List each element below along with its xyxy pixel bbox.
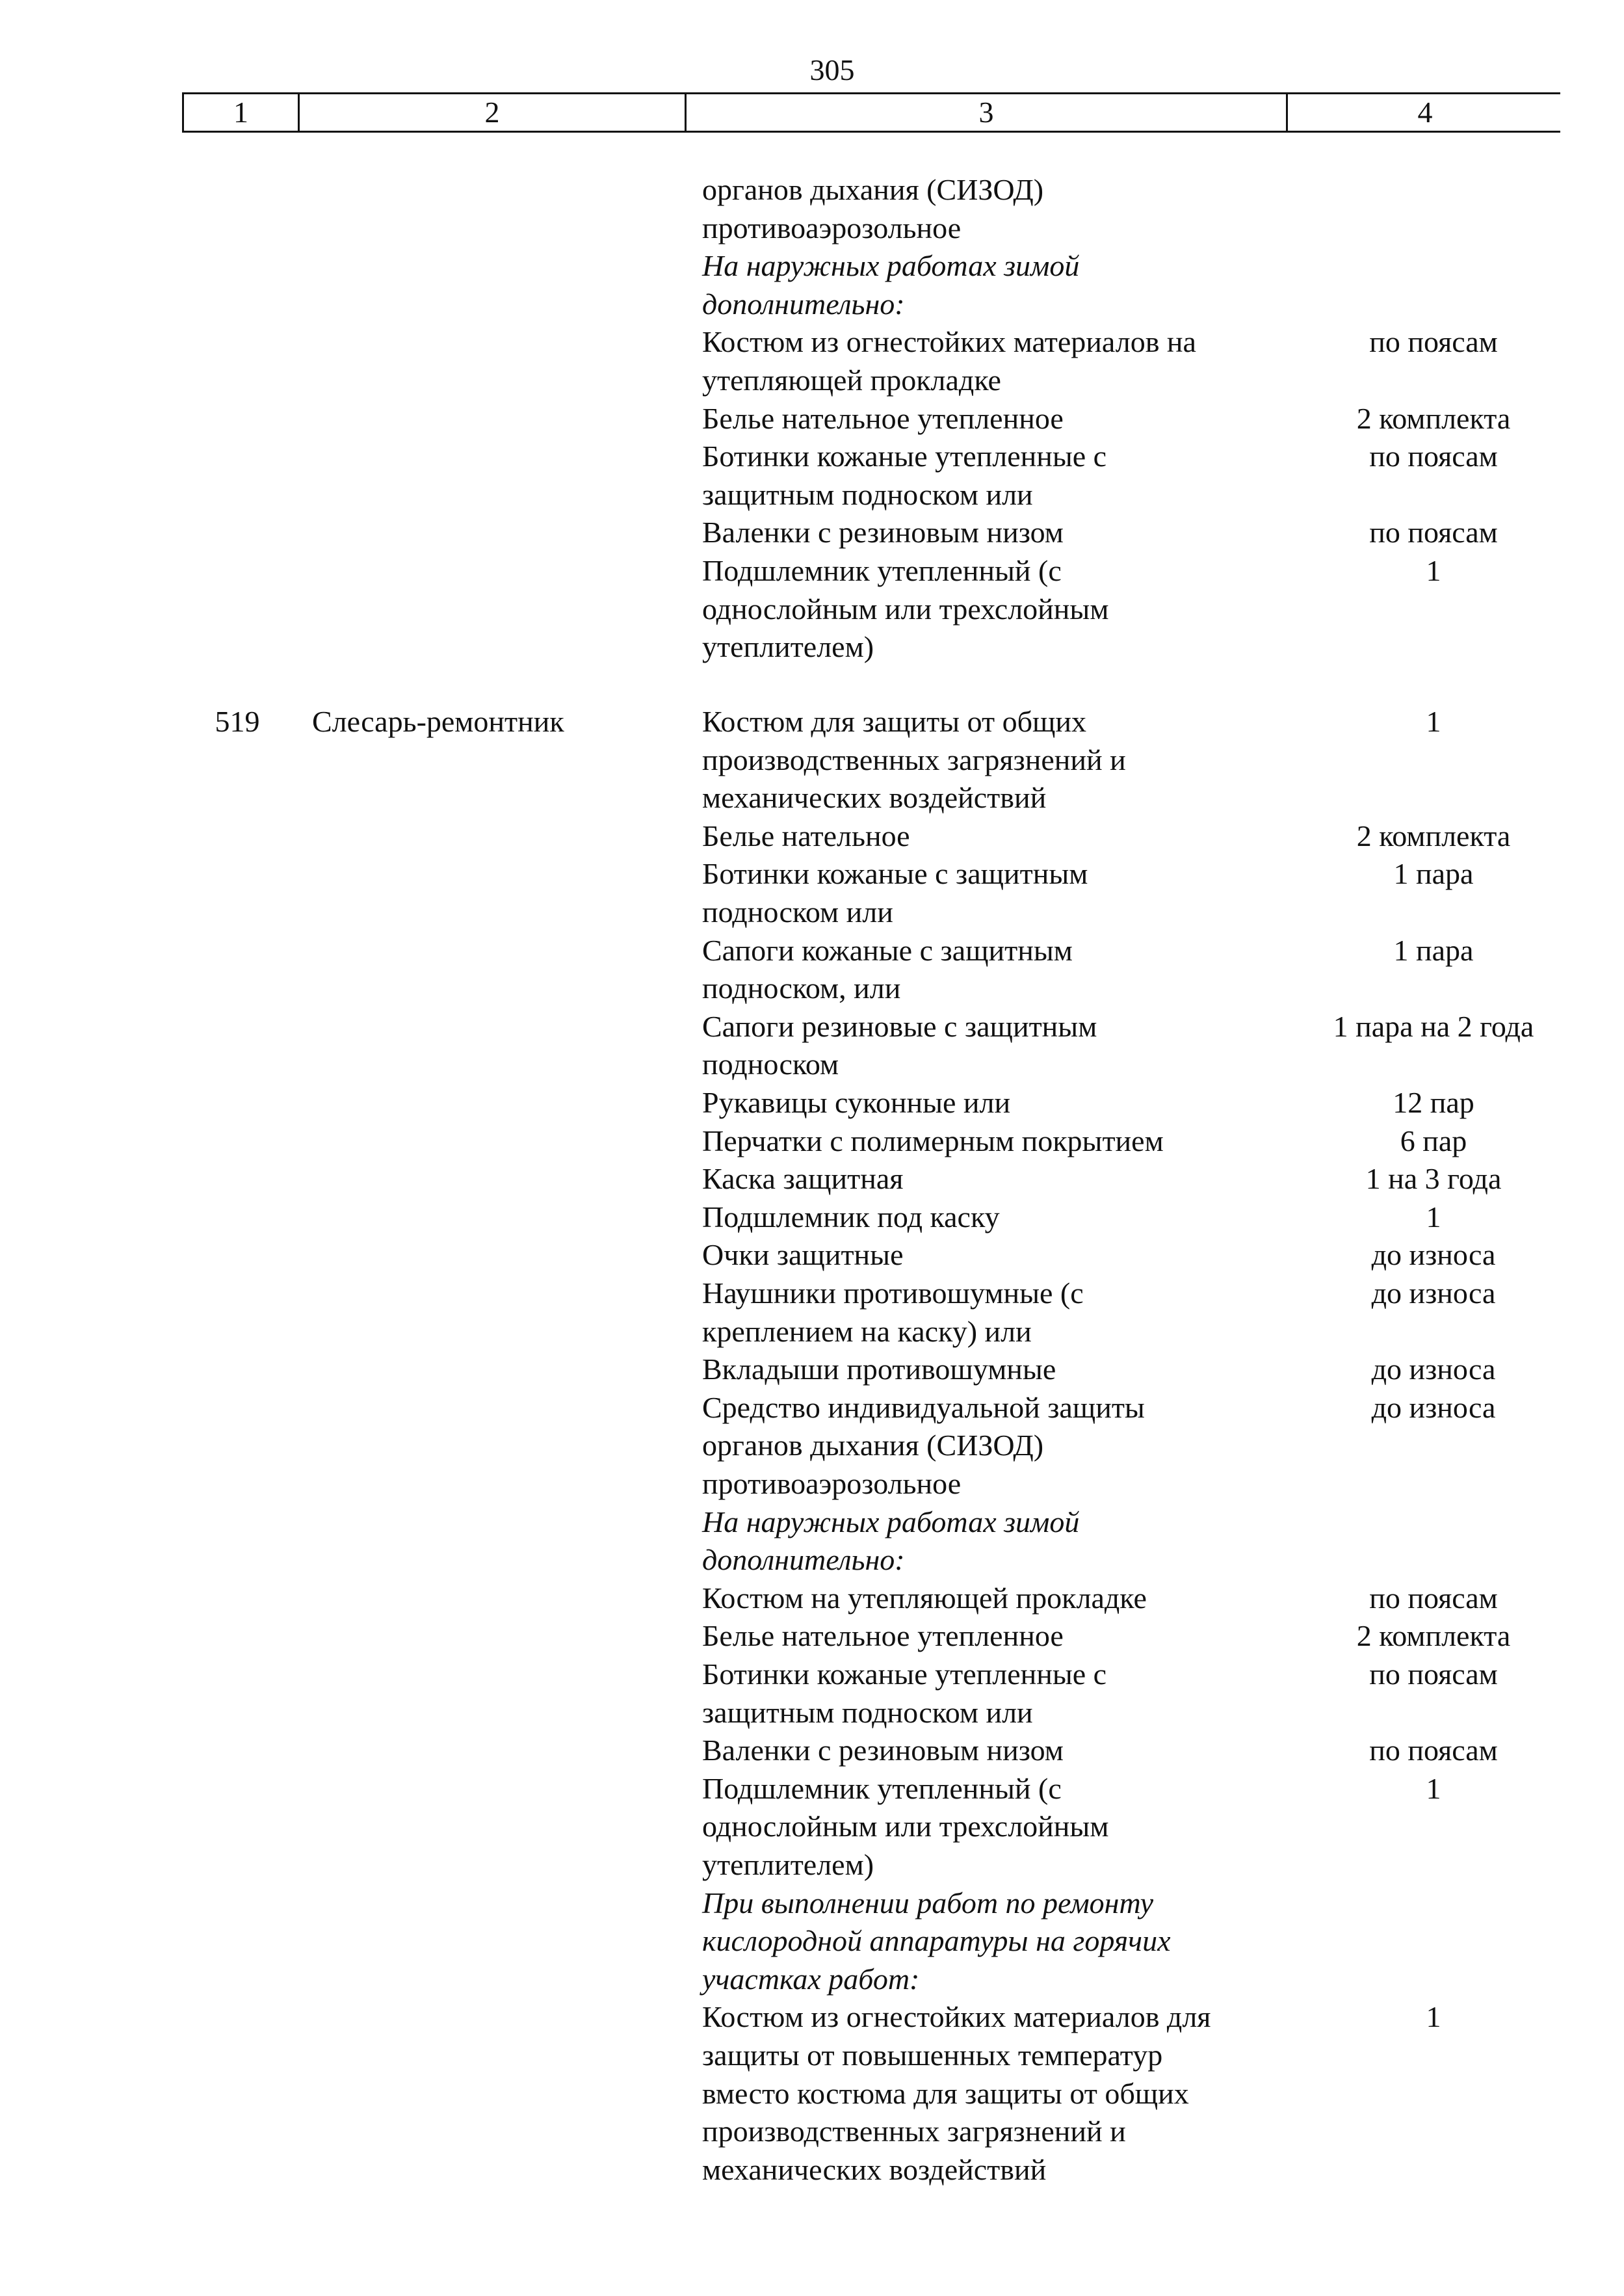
entry-item-quantity: 1 <box>1426 2000 1441 2034</box>
entry-item-text: Рукавицы суконные или <box>702 1086 1011 1119</box>
entry-item-text: Вкладыши противошумные <box>702 1353 1056 1386</box>
top-item-text: Белье нательное утепленное <box>702 401 1064 435</box>
top-item-text: Костюм из огнестойких материалов на <box>702 325 1196 359</box>
entry-item-quantity: по поясам <box>1369 1657 1498 1691</box>
entry-item-text: подноском или <box>702 895 893 929</box>
entry-item-text: подноском, или <box>702 971 901 1005</box>
entry-item-text: Подшлемник под каску <box>702 1200 1000 1234</box>
entry-item-quantity: 2 комплекта <box>1356 819 1511 852</box>
entry-item-text: производственных загрязнений и <box>702 2115 1126 2148</box>
entry-item-text: участках работ: <box>702 1962 920 1996</box>
top-item-text: утепляющей прокладке <box>702 363 1001 397</box>
entry-item-text: Наушники противошумные (с <box>702 1276 1084 1310</box>
entry-item-text: защиты от повышенных температур <box>702 2039 1163 2072</box>
entry-item-quantity: до износа <box>1371 1238 1496 1272</box>
entry-item-text: подноском <box>702 1048 839 1081</box>
entry-item-text: дополнительно: <box>702 1543 905 1577</box>
entry-item-quantity: 1 пара на 2 года <box>1333 1009 1534 1043</box>
entry-item-quantity: до износа <box>1371 1353 1496 1386</box>
entry-item-text: Белье нательное <box>702 819 910 852</box>
entry-item-text: механических воздействий <box>702 2152 1047 2186</box>
entry-item-text: Костюм на утепляющей прокладке <box>702 1581 1147 1615</box>
top-item-quantity: по поясам <box>1369 440 1498 473</box>
column-header-4: 4 <box>1417 96 1433 129</box>
column-header-row <box>182 92 1560 133</box>
entry-item-quantity: 1 <box>1426 1200 1441 1234</box>
column-header-2: 2 <box>300 94 687 131</box>
entry-item-quantity: 6 пар <box>1400 1124 1467 1157</box>
entry-number: 519 <box>215 705 260 738</box>
top-item-text: На наружных работах зимой <box>702 249 1080 283</box>
entry-item-quantity: 1 пара <box>1393 933 1474 967</box>
top-item-text: утеплителем) <box>702 630 874 664</box>
top-item-text: однослойным или трехслойным <box>702 592 1109 626</box>
entry-item-quantity: по поясам <box>1369 1581 1498 1615</box>
entry-item-quantity: до износа <box>1371 1390 1496 1424</box>
column-header-1: 1 <box>184 94 300 131</box>
entry-item-text: производственных загрязнений и <box>702 743 1126 776</box>
top-item-text: Подшлемник утепленный (с <box>702 554 1062 587</box>
entry-item-text: Перчатки с полимерным покрытием <box>702 1124 1164 1157</box>
entry-item-text: Сапоги резиновые с защитным <box>702 1009 1097 1043</box>
entry-item-text: Каска защитная <box>702 1162 904 1196</box>
entry-item-quantity: 2 комплекта <box>1356 1619 1511 1653</box>
entry-item-text: Ботинки кожаные с защитным <box>702 857 1088 891</box>
top-item-text: органов дыхания (СИЗОД) <box>702 173 1044 206</box>
page-number: 305 <box>809 53 855 86</box>
entry-item-text: механических воздействий <box>702 781 1047 815</box>
entry-item-text: вместо костюма для защиты от общих <box>702 2076 1189 2110</box>
top-item-text: противоаэрозольное <box>702 211 962 244</box>
top-item-quantity: 1 <box>1426 554 1441 587</box>
top-item-quantity: по поясам <box>1369 325 1498 359</box>
entry-item-quantity: 12 пар <box>1393 1086 1474 1119</box>
entry-item-text: При выполнении работ по ремонту <box>702 1886 1153 1920</box>
entry-item-text: противоаэрозольное <box>702 1467 962 1500</box>
top-item-text: Валенки с резиновым низом <box>702 516 1064 549</box>
entry-item-text: Очки защитные <box>702 1238 904 1272</box>
entry-item-quantity: 1 <box>1426 705 1441 738</box>
entry-item-text: креплением на каску) или <box>702 1314 1032 1348</box>
top-item-text: дополнительно: <box>702 287 905 321</box>
entry-item-text: Средство индивидуальной защиты <box>702 1390 1145 1424</box>
entry-item-text: Костюм для защиты от общих <box>702 705 1087 738</box>
entry-item-quantity: 1 <box>1426 1771 1441 1805</box>
top-item-text: Ботинки кожаные утепленные с <box>702 440 1107 473</box>
entry-item-quantity: до износа <box>1371 1276 1496 1310</box>
entry-item-text: однослойным или трехслойным <box>702 1810 1109 1843</box>
entry-item-text: защитным подноском или <box>702 1695 1033 1729</box>
entry-item-text: кислородной аппаратуры на горячих <box>702 1924 1171 1958</box>
entry-item-text: Ботинки кожаные утепленные с <box>702 1657 1107 1691</box>
entry-item-text: Валенки с резиновым низом <box>702 1734 1064 1767</box>
entry-item-quantity: 1 пара <box>1393 857 1474 891</box>
top-item-quantity: 2 комплекта <box>1356 401 1511 435</box>
top-item-quantity: по поясам <box>1369 516 1498 549</box>
entry-item-text: Костюм из огнестойких материалов для <box>702 2000 1211 2034</box>
column-header-3: 3 <box>687 94 1288 131</box>
entry-profession: Слесарь-ремонтник <box>312 705 564 738</box>
entry-item-text: Сапоги кожаные с защитным <box>702 933 1073 967</box>
entry-item-text: органов дыхания (СИЗОД) <box>702 1429 1044 1462</box>
entry-item-text: Белье нательное утепленное <box>702 1619 1064 1653</box>
entry-item-quantity: 1 на 3 года <box>1365 1162 1502 1196</box>
entry-item-text: утеплителем) <box>702 1848 874 1881</box>
top-item-text: защитным подноском или <box>702 477 1033 511</box>
entry-item-text: На наружных работах зимой <box>702 1505 1080 1538</box>
entry-item-quantity: по поясам <box>1369 1734 1498 1767</box>
entry-item-text: Подшлемник утепленный (с <box>702 1771 1062 1805</box>
